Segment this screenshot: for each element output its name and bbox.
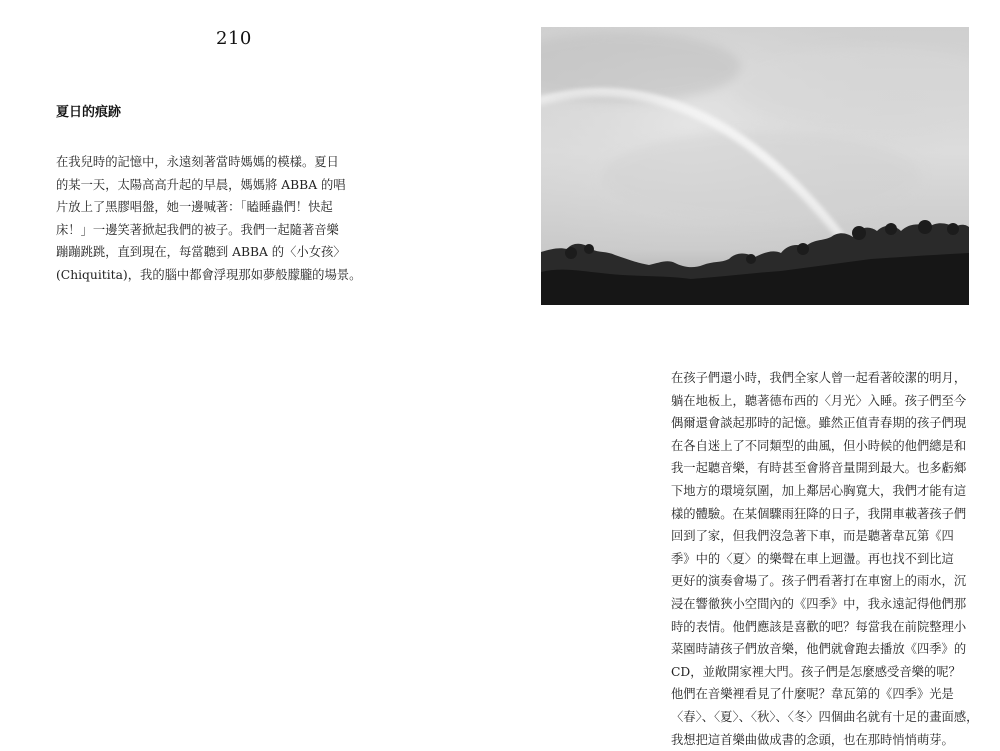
text-line: 片放上了黑膠唱盤，她一邊喊著：「瞌睡蟲們！快起	[56, 196, 336, 219]
text-line: 〈春〉、〈夏〉、〈秋〉、〈冬〉四個曲名就有十足的畫面感，	[671, 706, 951, 729]
text-line: 在我兒時的記憶中，永遠刻著當時媽媽的模樣。夏日	[56, 151, 336, 174]
left-page	[0, 0, 500, 729]
text-line: 他們在音樂裡看見了什麼呢？韋瓦第的《四季》光是	[671, 683, 951, 706]
text-line: 在孩子們還小時，我們全家人曾一起看著皎潔的明月，	[671, 367, 951, 390]
text-line: 我想把這首樂曲做成書的念頭，也在那時悄悄萌芽。	[671, 729, 951, 751]
rainbow-photo	[541, 27, 969, 305]
text-line: 菜園時請孩子們放音樂，他們就會跑去播放《四季》的	[671, 638, 951, 661]
right-body-text	[671, 367, 951, 751]
photo-drawing	[541, 27, 969, 305]
text-line: CD，並敞開家裡大門。孩子們是怎麼感受音樂的呢？	[671, 661, 951, 684]
text-line: 蹦蹦跳跳，直到現在，每當聽到 ABBA 的〈小女孩〉	[56, 241, 336, 264]
text-line: 躺在地板上，聽著德布西的〈月光〉入睡。孩子們至今	[671, 390, 951, 413]
text-line: 床！」一邊笑著掀起我們的被子。我們一起隨著音樂	[56, 219, 336, 242]
left-body-text	[56, 151, 336, 287]
text-line: 下地方的環境氛圍，加上鄰居心胸寬大，我們才能有這	[671, 480, 951, 503]
text-line: 我一起聽音樂，有時甚至會將音量開到最大。也多虧鄉	[671, 457, 951, 480]
text-line: (Chiquitita)，我的腦中都會浮現那如夢般朦朧的場景。	[56, 264, 336, 287]
page-number: 210	[216, 28, 252, 49]
text-line: 季》中的〈夏〉的樂聲在車上迴盪。再也找不到比這	[671, 548, 951, 571]
section-title: 夏日的痕跡	[56, 101, 121, 120]
text-line: 時的表情。他們應該是喜歡的吧？每當我在前院整理小	[671, 616, 951, 639]
text-line: 偶爾還會談起那時的記憶。雖然正值青春期的孩子們現	[671, 412, 951, 435]
text-line: 樣的體驗。在某個驟雨狂降的日子，我開車載著孩子們	[671, 503, 951, 526]
text-line: 浸在響徹狹小空間內的《四季》中，我永遠記得他們那	[671, 593, 951, 616]
text-line: 回到了家，但我們沒急著下車，而是聽著韋瓦第《四	[671, 525, 951, 548]
text-line: 的某一天，太陽高高升起的早晨，媽媽將 ABBA 的唱	[56, 174, 336, 197]
right-page	[500, 0, 1000, 729]
text-line: 更好的演奏會場了。孩子們看著打在車窗上的雨水，沉	[671, 570, 951, 593]
text-line: 在各自迷上了不同類型的曲風，但小時候的他們總是和	[671, 435, 951, 458]
